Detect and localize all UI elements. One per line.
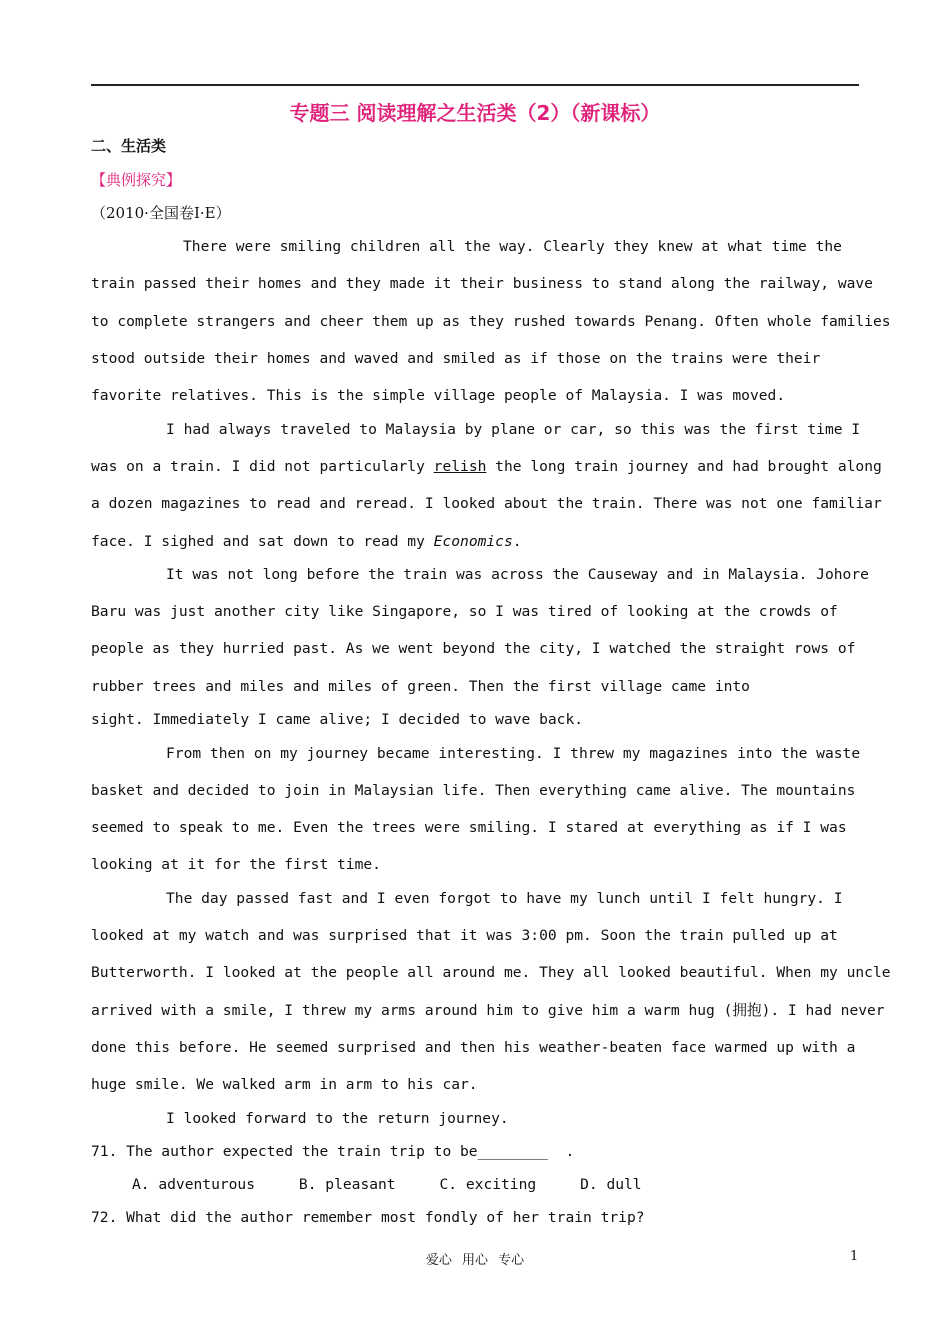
p1-line-1: There were smiling children all the way. Clearly they knew at what time the: [183, 238, 842, 255]
p4-line-4: looking at it for the first time.: [91, 856, 381, 873]
p2-line-3: a dozen magazines to read and reread. I looked about the train. There was not one familiar: [91, 495, 882, 512]
p3-line-3: people as they hurried past. As we went beyond the city, I watched the straight rows of: [91, 640, 856, 657]
header-rule: [91, 84, 859, 86]
p5-line-5: done this before. He seemed surprised and then his weather-beaten face warmed up with a: [91, 1039, 856, 1056]
p1-line-2: train passed their homes and they made it their business to stand along the railway, wave: [91, 275, 873, 292]
question-71-options: A. adventurous B. pleasant C. exciting D. dull: [132, 1176, 642, 1193]
italic-book-title: Economics: [433, 533, 513, 550]
page-number: 1: [850, 1249, 859, 1264]
p2-line-1: I had always traveled to Malaysia by plane or car, so this was the first time I: [166, 421, 861, 438]
p1-line-4: stood outside their homes and waved and smiled as if those on the trains were their: [91, 350, 821, 367]
page-title: 专题三 阅读理解之生活类（2）（新课标）: [289, 101, 661, 125]
p5-line-3: Butterworth. I looked at the people all around me. They all looked beautiful. When my uncle: [91, 964, 891, 981]
source-note: （2010·全国卷Ⅰ·E）: [91, 204, 231, 222]
example-tag: 【典例探究】: [91, 171, 182, 189]
p5-line-4: arrived with a smile, I threw my arms around him to give him a warm hug (拥抱). I had never: [91, 1002, 885, 1019]
p2-line-4: [91, 532, 522, 552]
p4-line-2: basket and decided to join in Malaysian life. Then everything came alive. The mountains: [91, 782, 856, 799]
question-72: 72. What did the author remember most fondly of her train trip?: [91, 1209, 645, 1226]
footer-motto: 爱心 用心 专心: [425, 1253, 525, 1268]
p3-line-1: It was not long before the train was across the Causeway and in Malaysia. Johore: [166, 566, 869, 583]
p3-line-5: sight. Immediately I came alive; I decided to wave back.: [91, 711, 584, 728]
p4-line-3: seemed to speak to me. Even the trees were smiling. I stared at everything as if I was: [91, 819, 847, 836]
p2-line-2-text-a: was on a train. I did not particularly: [91, 458, 434, 475]
p3-line-4: rubber trees and miles and miles of green. Then the first village came into: [91, 678, 750, 695]
p3-line-2: Baru was just another city like Singapore, so I was tired of looking at the crowds of: [91, 603, 838, 620]
p6-line-1: I looked forward to the return journey.: [166, 1110, 509, 1127]
p4-line-1: From then on my journey became interesting. I threw my magazines into the waste: [166, 745, 861, 762]
p2-line-2-text-b: the long train journey and had brought along: [486, 458, 882, 475]
p2-line-2: [91, 457, 882, 477]
p1-line-5: favorite relatives. This is the simple village people of Malaysia. I was moved.: [91, 387, 786, 404]
p5-line-6: huge smile. We walked arm in arm to his car.: [91, 1076, 478, 1093]
question-71: 71. The author expected the train trip to be________ .: [91, 1143, 575, 1160]
p5-line-1: The day passed fast and I even forgot to have my lunch until I felt hungry. I: [166, 890, 843, 907]
underlined-word: relish: [433, 458, 487, 475]
section-heading: 二、生活类: [91, 137, 167, 155]
p2-line-4-text-a: face. I sighed and sat down to read my: [91, 533, 434, 550]
p1-line-3: to complete strangers and cheer them up as they rushed towards Penang. Often whole families: [91, 313, 891, 330]
p5-line-2: looked at my watch and was surprised that it was 3:00 pm. Soon the train pulled up at: [91, 927, 838, 944]
p2-line-4-text-b: .: [512, 533, 522, 550]
